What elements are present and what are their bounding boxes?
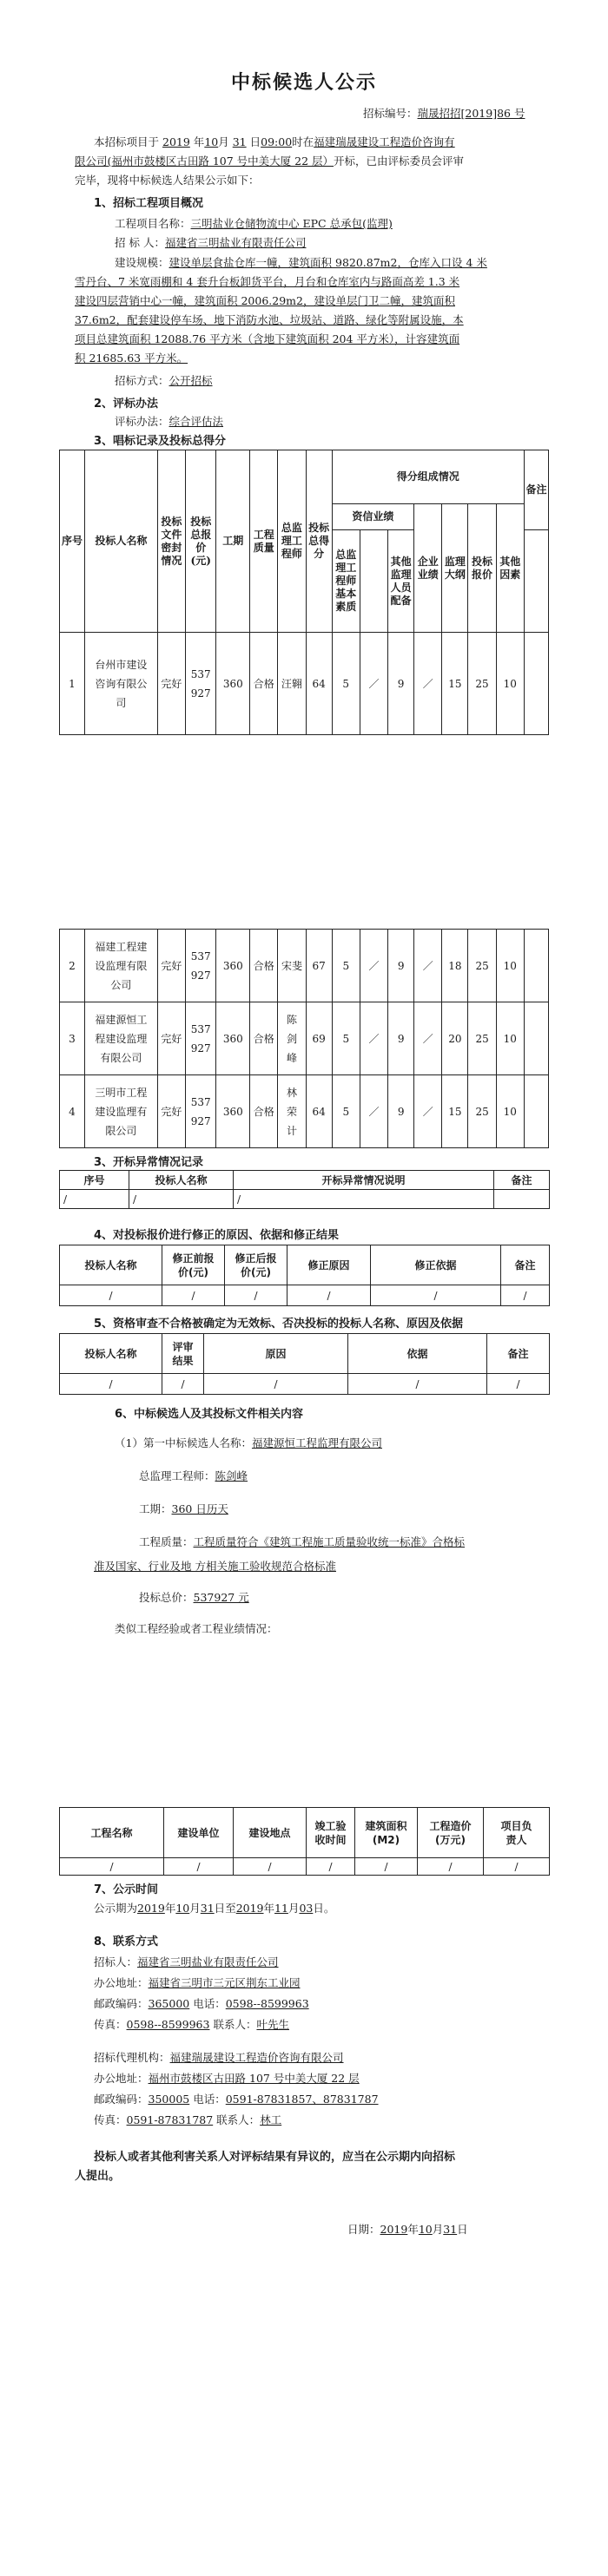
doc-number: [363, 104, 525, 123]
header-slash-col: [360, 530, 387, 633]
similar-experience-label: 类似工程经验或者工程业绩情况：: [115, 1622, 278, 1635]
header-remark: 备注: [524, 450, 548, 530]
section-2-heading: 2、评标办法: [94, 398, 159, 411]
header-bidder: 投标人名称: [85, 450, 158, 633]
scale-line-3: 建设四层营销中心一幢，建筑面积 2006.29m2，建设单层门卫二幢，建筑面积: [75, 294, 455, 307]
header-manager: 总监理工程师: [278, 450, 306, 633]
header-doc-seal: 投标文件密封情况: [157, 450, 185, 633]
doc-number-label: 招标编号：: [363, 107, 418, 120]
tender-method: 招标方式：公开招标: [115, 374, 213, 387]
header-total: 投标总得分: [306, 450, 332, 633]
objection-notice-line-2: 人提出。: [75, 2170, 121, 2183]
scale-line-2: 雪丹台、7 米宽雨棚和 4 套升台板卸货平台，月台和仓库室内与路面高差 1.3 米: [75, 275, 460, 288]
quality-line-2: 准及国家、行业及地 方相关施工验收规范合格标准: [94, 1560, 336, 1573]
scale-line-4: 37.6m2，配套建设停车场、地下消防水池、垃圾站、道路、绿化等附属设施，本: [75, 313, 464, 326]
table-row: 4 三明市工程建设监理有限公司 完好 537927 360 合格 林荣计 64 5 ／ 9 ／ 15 25 10: [60, 1075, 549, 1148]
footer-date: 日期：2019年10月31日: [347, 2223, 468, 2236]
tenderer: 招 标 人：福建省三明盐业有限责任公司: [115, 236, 307, 249]
price-correction-table: 投标人名称 修正前报价(元) 修正后报价(元) 修正原因 修正依据 备注 / / / / / /: [59, 1245, 550, 1306]
doc-number-value: 瑞晟招招[2019]86 号: [417, 107, 525, 120]
intro-line-2: 限公司(福州市鼓楼区古田路 107 号中美大厦 22 层）开标，已由评标委员会评审: [75, 154, 465, 168]
page-title: 中标候选人公示: [230, 72, 377, 94]
first-candidate: （1）第一中标候选人名称：福建源恒工程监理有限公司: [115, 1436, 382, 1449]
anomaly-table: 序号 投标人名称 开标异常情况说明 备注 / / /: [59, 1170, 550, 1209]
performance-table: 工程名称 建设单位 建设地点 竣工验收时间 建筑面积(M2) 工程造价(万元) 项目负责人 / / / / / / /: [59, 1807, 550, 1876]
anomaly-heading: 3、开标异常情况记录: [94, 1156, 204, 1169]
table-row: 3 福建源恒工程建设监理有限公司 完好 537927 360 合格 陈剑峰 69 5 ／ 9 ／ 20 25 10: [60, 1002, 549, 1075]
header-manager-quality: 总监理工程师基本素质: [332, 530, 360, 633]
publicity-period: 公示期为2019年10月31日至2019年11月03日。: [94, 1902, 335, 1915]
score-table-part-2: [59, 929, 549, 1148]
header-score-group: 得分组成情况: [332, 450, 524, 504]
header-quality: 工程质量: [250, 450, 278, 633]
header-enterprise-perf: 企业业绩: [414, 504, 442, 633]
section-1-heading: 1、招标工程项目概况: [94, 197, 204, 210]
construction-period: 工期：360 日历天: [139, 1502, 228, 1515]
disqualification-table: 投标人名称 评审结果 原因 依据 备注 / / / / /: [59, 1333, 550, 1395]
header-remark-empty: [524, 530, 548, 633]
table-row: 1 台州市建设咨询有限公司 完好 537927 360 合格 汪翱 64 5 ／ 9 ／ 15 25 10: [60, 633, 549, 735]
owner-address: 办公地址：福建省三明市三元区荆东工业园: [94, 1976, 301, 1989]
table-row: 2 福建工程建设监理有限公司 完好 537927 360 合格 宋斐 67 5 ／ 9 ／ 18 25 10: [60, 930, 549, 1002]
owner-fax-contact: 传真：0598--8599963 联系人：叶先生: [94, 2018, 289, 2031]
table-row: / / / / / / /: [60, 1858, 550, 1876]
header-other-staff: 其他监理人员配备: [388, 530, 414, 633]
scale-line-5: 项目总建筑面积 12088.76 平方米（含地下建筑面积 204 平方米），计容建筑面: [75, 332, 460, 345]
project-name: 工程项目名称：三明盐业仓储物流中心 EPC 总承包(监理): [115, 217, 393, 230]
header-seq: 序号: [60, 450, 85, 633]
scale-line-1: 建设规模：建设单层食盐仓库一幢，建筑面积 9820.87m2，仓库入口设 4 米: [115, 256, 487, 269]
header-other-factors: 其他因素: [496, 504, 524, 633]
agent-line: 招标代理机构：福建瑞晟建设工程造价咨询有限公司: [94, 2051, 344, 2064]
owner-line: 招标人：福建省三明盐业有限责任公司: [94, 1955, 279, 1968]
intro-line-3: 完毕，现将中标候选人结果公示如下：: [75, 174, 260, 187]
quality-line-1: 工程质量：工程质量符合《建筑工程施工质量验收统一标准》合格标: [139, 1535, 466, 1548]
header-qualification-group: 资信业绩: [332, 504, 414, 530]
objection-notice-line-1: 投标人或者其他利害关系人对评标结果有异议的，应当在公示期内向招标: [94, 2151, 456, 2164]
section-7-heading: 7、公示时间: [94, 1883, 159, 1896]
section-3-heading: 3、唱标记录及投标总得分: [94, 435, 227, 448]
intro-line-1: 本招标项目于 2019 年10月 31 日09:00时在福建瑞晟建设工程造价咨询有: [94, 135, 455, 148]
section-5-heading: 5、资格审查不合格被确定为无效标、否决投标的投标人名称、原因及依据: [94, 1318, 464, 1331]
scale-line-6: 积 21685.63 平方米。: [75, 352, 188, 365]
header-bid-price-score: 投标报价: [468, 504, 496, 633]
header-outline: 监理大纲: [442, 504, 468, 633]
evaluation-method: 评标办法：综合评估法: [115, 415, 224, 428]
agent-fax-contact: 传真：0591-87831787 联系人：林工: [94, 2113, 282, 2126]
chief-supervisor: 总监理工程师：陈剑峰: [139, 1469, 248, 1482]
score-table-part-1: [59, 450, 549, 735]
header-price: 投标总报价(元): [186, 450, 216, 633]
agent-address: 办公地址：福州市鼓楼区古田路 107 号中美大厦 22 层: [94, 2072, 360, 2085]
section-8-heading: 8、联系方式: [94, 1935, 159, 1948]
header-period: 工期: [216, 450, 250, 633]
section-4-heading: 4、对投标报价进行修正的原因、依据和修正结果: [94, 1229, 340, 1242]
owner-zip-phone: 邮政编码：365000 电话：0598--8599963: [94, 1997, 309, 2010]
bid-total-price: 投标总价：537927 元: [139, 1591, 249, 1604]
section-6-heading: 6、中标候选人及其投标文件相关内容: [115, 1408, 304, 1421]
agent-zip-phone: 邮政编码：350005 电话：0591-87831857、87831787: [94, 2093, 379, 2106]
table-row: / / /: [60, 1190, 550, 1209]
table-row: / / / / / /: [60, 1285, 550, 1306]
table-row: / / / / /: [60, 1374, 550, 1395]
